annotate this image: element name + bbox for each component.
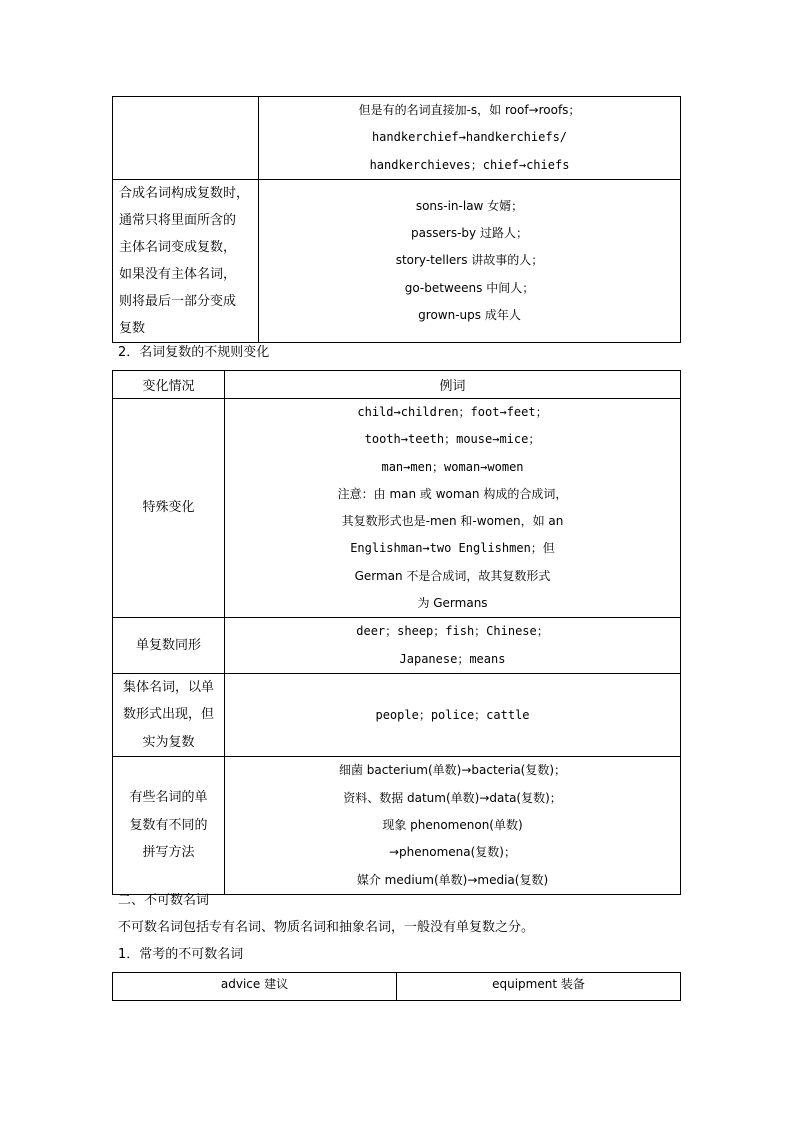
example-line: passers-by 过路人； xyxy=(411,226,528,241)
header-cell: 例词 xyxy=(225,371,681,399)
intro-paragraph: 不可数名词包括专有名词、物质名词和抽象名词，一般没有单复数之分。 xyxy=(118,920,535,935)
example-line: grown-ups 成年人 xyxy=(418,307,521,322)
example-line: sons-in-law 女婿； xyxy=(415,198,524,213)
category-cell xyxy=(113,618,225,674)
example-line: 细菌 bacterium(单数)→bacteria(复数)； xyxy=(338,763,567,778)
section-heading: 1．常考的不可数名词 xyxy=(118,947,244,962)
example-line: 其复数形式也是-men 和-women，如 an xyxy=(341,514,564,529)
example-line: handkerchief→handkerchiefs/ xyxy=(371,130,568,145)
category-line: 数形式出现，但 xyxy=(122,707,214,723)
table-row xyxy=(113,180,681,343)
example-line: 资料、数据 datum(单数)→data(复数)； xyxy=(343,790,562,805)
rule-line: 复数 xyxy=(119,321,146,336)
example-line: child→children；foot→feet； xyxy=(357,405,548,419)
example-cell xyxy=(225,757,681,894)
table-row xyxy=(113,757,681,894)
irregular-plural-table xyxy=(112,370,681,895)
section-heading: 2．名词复数的不规则变化 xyxy=(118,345,270,360)
category-line: 复数有不同的 xyxy=(129,817,208,833)
example-line: 但是有的名词直接加-s，如 roof→roofs； xyxy=(358,103,581,118)
example-cell xyxy=(225,673,681,757)
category-line: 集体名词，以单 xyxy=(122,679,214,695)
noun-cell: advice 建议 xyxy=(113,973,397,1001)
example-cell xyxy=(259,180,681,343)
category-cell xyxy=(113,399,225,618)
category-line: 有些名词的单 xyxy=(129,790,208,806)
rule-line: 通常只将里面所含的 xyxy=(119,213,237,228)
rule-cell xyxy=(113,97,259,180)
rule-line: 主体名词变成复数， xyxy=(119,240,237,255)
table-row xyxy=(113,618,681,674)
section-title: 二、不可数名词 xyxy=(118,893,210,908)
example-line: story-tellers 讲故事的人； xyxy=(395,253,544,268)
example-line: handkerchieves；chief→chiefs xyxy=(369,157,570,172)
uncountable-nouns-table xyxy=(112,972,681,1001)
category-line: 单复数同形 xyxy=(135,637,201,653)
example-line: →phenomena(复数)； xyxy=(388,845,516,860)
example-line: German 不是合成词，故其复数形式 xyxy=(354,568,551,583)
example-line: tooth→teeth；mouse→mice； xyxy=(364,432,541,447)
table-row xyxy=(113,973,681,1001)
rule-cell xyxy=(113,180,259,343)
example-line: Japanese；means xyxy=(399,651,506,666)
rule-line: 则将最后一部分变成 xyxy=(119,294,237,309)
example-line: deer；sheep；fish；Chinese； xyxy=(356,624,549,639)
example-line: 媒介 medium(单数)→media(复数) xyxy=(356,872,549,887)
category-cell xyxy=(113,673,225,757)
rule-line: 如果没有主体名词， xyxy=(119,267,237,282)
example-cell xyxy=(259,97,681,180)
example-line: 现象 phenomenon(单数) xyxy=(382,818,523,833)
category-line: 拼写方法 xyxy=(142,845,195,861)
compound-plural-table xyxy=(112,96,681,343)
noun-cell: equipment 装备 xyxy=(397,973,681,1001)
table-row xyxy=(113,399,681,618)
example-line: go-betweens 中间人； xyxy=(404,280,535,295)
category-cell xyxy=(113,757,225,894)
category-line: 特殊变化 xyxy=(142,500,195,516)
table-row xyxy=(113,97,681,180)
example-line: people；police；cattle xyxy=(375,707,530,722)
example-line: 为 Germans xyxy=(417,596,488,611)
category-line: 实为复数 xyxy=(142,734,195,750)
example-cell xyxy=(225,399,681,618)
example-line: Englishman→two Englishmen；但 xyxy=(350,541,555,556)
table-row xyxy=(113,673,681,757)
example-cell xyxy=(225,618,681,674)
table-header-row xyxy=(113,371,681,399)
example-line: 注意：由 man 或 woman 构成的合成词， xyxy=(337,486,568,501)
example-line: man→men；woman→women xyxy=(381,459,524,474)
header-cell: 变化情况 xyxy=(113,371,225,399)
rule-line: 合成名词构成复数时， xyxy=(119,186,250,201)
